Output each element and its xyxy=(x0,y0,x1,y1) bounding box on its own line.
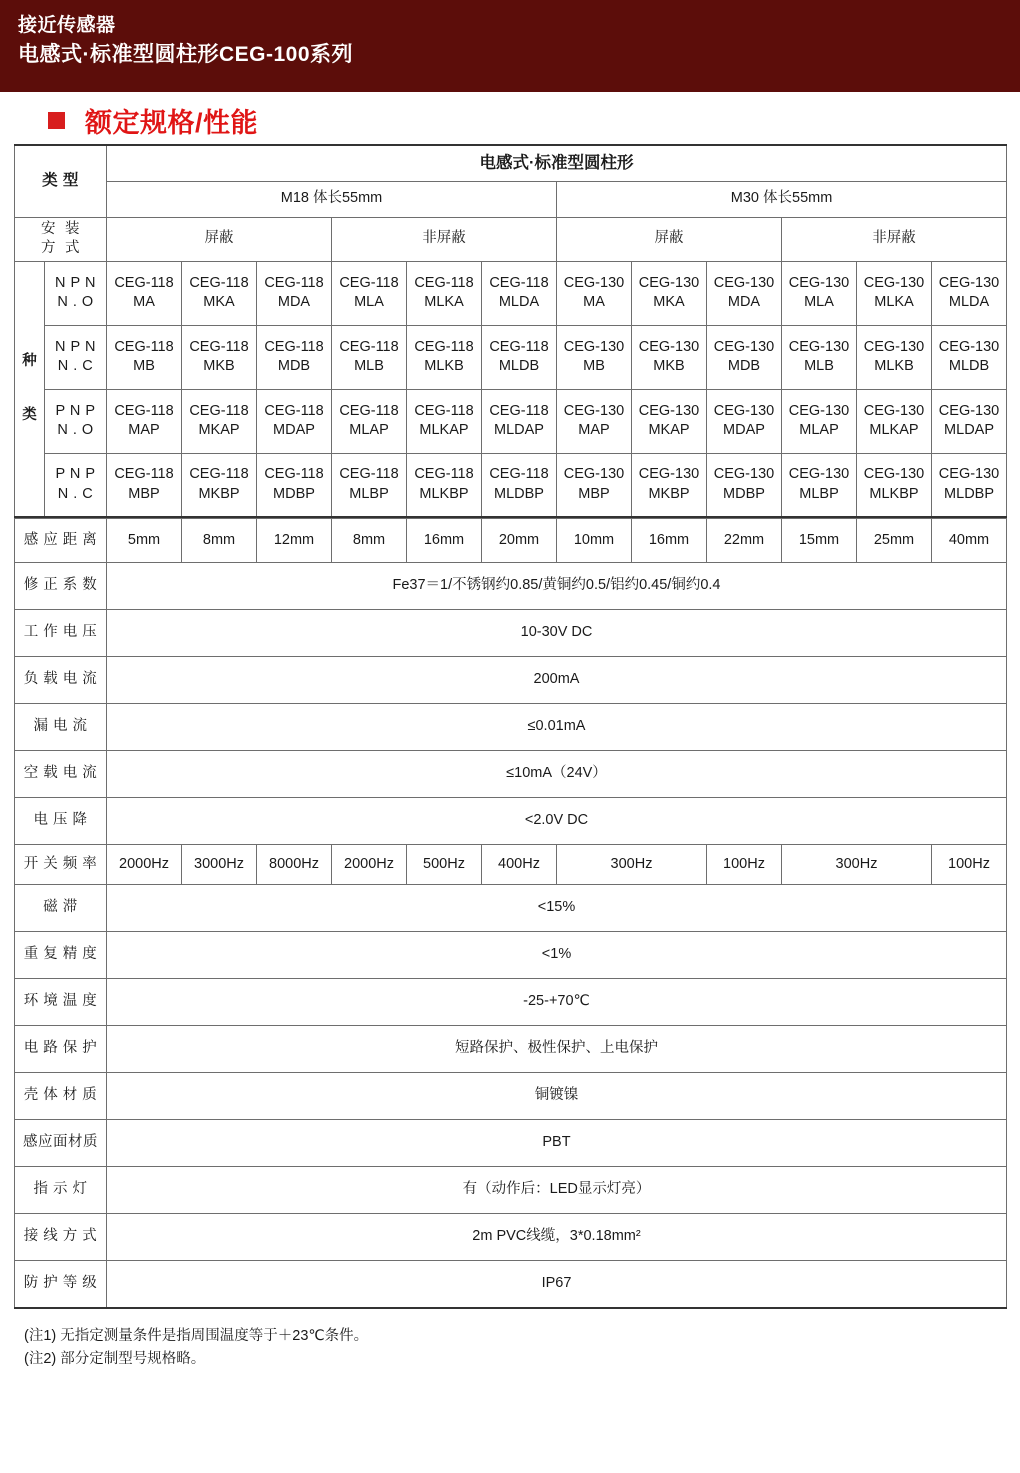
model-number-line: MLDB xyxy=(498,358,540,375)
output-type-label xyxy=(45,325,107,389)
row-label-spec: 环 境 温 度 xyxy=(15,979,107,1026)
spec-value: 200mA xyxy=(107,657,1007,704)
sensing-distance-value: 12mm xyxy=(257,519,332,563)
model-number-line: CEG-130 xyxy=(638,274,700,291)
spec-value: ≤10mA（24V） xyxy=(107,751,1007,798)
output-type-line1: P N P xyxy=(55,466,96,483)
sensing-distance-value: 8mm xyxy=(332,519,407,563)
sensing-distance-value: 15mm xyxy=(782,519,857,563)
model-number-line: CEG-130 xyxy=(863,338,925,355)
model-number-cell xyxy=(182,389,257,453)
output-type-label xyxy=(45,453,107,517)
table-row-spec xyxy=(15,1120,1007,1167)
model-number-line: CEG-130 xyxy=(938,466,1000,483)
model-number-cell xyxy=(782,453,857,517)
row-label-spec: 漏 电 流 xyxy=(15,704,107,751)
row-label-spec: 感应面材质 xyxy=(15,1120,107,1167)
model-number-line: CEG-130 xyxy=(713,402,775,419)
model-number-cell xyxy=(182,261,257,325)
model-number-line: CEG-130 xyxy=(713,338,775,355)
model-number-cell xyxy=(332,261,407,325)
model-number-line: MLDA xyxy=(948,294,990,311)
row-label-spec: 修 正 系 数 xyxy=(15,563,107,610)
model-number-line: CEG-130 xyxy=(638,466,700,483)
model-number-line: MLA xyxy=(804,294,834,311)
specifications-table xyxy=(14,144,1007,518)
model-number-line: MLA xyxy=(354,294,384,311)
model-number-cell xyxy=(557,389,632,453)
model-number-line: MA xyxy=(133,294,155,311)
model-number-line: MDAP xyxy=(723,422,765,439)
table-row-spec xyxy=(15,979,1007,1026)
sensing-distance-value: 10mm xyxy=(557,519,632,563)
header-cell-m30-unshielded: 非屏蔽 xyxy=(782,217,1007,261)
model-number-line: MLDB xyxy=(948,358,990,375)
output-type-line2: N . C xyxy=(57,358,94,375)
model-number-line: CEG-118 xyxy=(489,402,549,419)
model-number-line: MAP xyxy=(578,422,610,439)
model-number-cell xyxy=(107,389,182,453)
section-heading xyxy=(0,92,1020,144)
sensing-distance-value: 20mm xyxy=(482,519,557,563)
model-number-line: CEG-118 xyxy=(114,338,174,355)
model-number-line: CEG-130 xyxy=(863,402,925,419)
model-number-line: MLDA xyxy=(498,294,540,311)
model-number-line: CEG-118 xyxy=(414,466,474,483)
model-number-line: MLB xyxy=(804,358,834,375)
output-type-line1: N P N xyxy=(55,274,96,291)
model-number-line: CEG-118 xyxy=(339,402,399,419)
model-number-line: CEG-118 xyxy=(189,274,249,291)
model-number-line: CEG-130 xyxy=(563,402,625,419)
model-number-cell xyxy=(257,325,332,389)
model-number-line: CEG-130 xyxy=(938,338,1000,355)
kind-label-char1: 种 xyxy=(22,353,37,370)
output-type-line2: N . O xyxy=(57,294,94,311)
model-number-line: MKBP xyxy=(648,485,690,502)
model-number-line: CEG-130 xyxy=(938,402,1000,419)
model-number-line: MLBP xyxy=(349,485,389,502)
model-number-line: CEG-118 xyxy=(189,466,249,483)
page-header-banner xyxy=(0,0,1020,92)
model-number-cell xyxy=(932,389,1007,453)
model-number-line: MDAP xyxy=(273,422,315,439)
row-label-spec: 防 护 等 级 xyxy=(15,1261,107,1308)
model-number-cell xyxy=(482,325,557,389)
model-number-line: MKA xyxy=(203,294,235,311)
model-number-line: CEG-118 xyxy=(189,402,249,419)
header-cell-family: 电感式·标准型圆柱形 xyxy=(107,145,1007,181)
model-number-cell xyxy=(782,325,857,389)
model-number-line: CEG-130 xyxy=(638,402,700,419)
sensing-distance-value: 16mm xyxy=(632,519,707,563)
model-number-cell xyxy=(857,389,932,453)
switching-frequency-value: 3000Hz xyxy=(182,845,257,885)
header-cell-mounting xyxy=(15,217,107,261)
model-number-line: CEG-118 xyxy=(189,338,249,355)
output-type-label xyxy=(45,261,107,325)
table-row-spec xyxy=(15,798,1007,845)
table-row-spec xyxy=(15,563,1007,610)
model-number-line: MLDBP xyxy=(494,485,544,502)
model-number-cell xyxy=(407,325,482,389)
table-row-spec xyxy=(15,1167,1007,1214)
table-row-spec xyxy=(15,1073,1007,1120)
switching-frequency-value: 500Hz xyxy=(407,845,482,885)
header-cell-m30-shielded: 屏蔽 xyxy=(557,217,782,261)
model-number-line: CEG-130 xyxy=(788,402,850,419)
header-cell-kind xyxy=(15,261,45,517)
model-number-line: CEG-130 xyxy=(863,466,925,483)
row-label-spec: 工 作 电 压 xyxy=(15,610,107,657)
spec-value: 短路保护、极性保护、上电保护 xyxy=(107,1026,1007,1073)
table-row-spec xyxy=(15,1214,1007,1261)
switching-frequency-value: 100Hz xyxy=(932,845,1007,885)
model-number-cell xyxy=(707,389,782,453)
model-number-cell xyxy=(707,325,782,389)
row-label-spec: 重 复 精 度 xyxy=(15,932,107,979)
model-number-line: MKBP xyxy=(198,485,240,502)
model-number-line: CEG-130 xyxy=(713,274,775,291)
model-number-cell xyxy=(557,261,632,325)
model-number-line: MBP xyxy=(578,485,610,502)
table-row-spec xyxy=(15,1026,1007,1073)
model-number-line: CEG-118 xyxy=(264,402,324,419)
row-label-spec: 空 载 电 流 xyxy=(15,751,107,798)
sensing-distance-value: 5mm xyxy=(107,519,182,563)
page-title: 额定规格/性能 xyxy=(85,107,259,138)
model-number-cell xyxy=(482,261,557,325)
footnote-1: (注1) 无指定测量条件是指周围温度等于＋23℃条件。 xyxy=(24,1327,369,1344)
table-row-switching-frequency xyxy=(15,845,1007,885)
header-cell-type: 类 型 xyxy=(15,145,107,217)
row-label-switching-frequency: 开 关 频 率 xyxy=(15,845,107,885)
model-number-line: MLKBP xyxy=(419,485,469,502)
spec-value: 10-30V DC xyxy=(107,610,1007,657)
table-row-model xyxy=(15,261,1007,325)
model-number-line: MLDBP xyxy=(944,485,995,502)
switching-frequency-value: 300Hz xyxy=(782,845,932,885)
output-type-line2: N . C xyxy=(57,485,94,502)
table-row-spec xyxy=(15,885,1007,932)
model-number-cell xyxy=(857,325,932,389)
model-number-cell xyxy=(107,261,182,325)
model-number-line: CEG-130 xyxy=(563,338,625,355)
spec-value: 2m PVC线缆，3*0.18mm² xyxy=(107,1214,1007,1261)
row-label-spec: 电 路 保 护 xyxy=(15,1026,107,1073)
model-number-line: CEG-118 xyxy=(489,338,549,355)
model-number-line: MDA xyxy=(277,294,311,311)
model-number-line: CEG-118 xyxy=(489,274,549,291)
model-number-line: MLKAP xyxy=(869,422,919,439)
output-type-line2: N . O xyxy=(57,422,94,439)
model-number-line: MLKAP xyxy=(419,422,469,439)
table-row-mounting xyxy=(15,217,1007,261)
model-number-cell xyxy=(707,261,782,325)
model-number-line: CEG-118 xyxy=(489,466,549,483)
model-number-line: CEG-118 xyxy=(339,466,399,483)
table-row-family xyxy=(15,145,1007,181)
row-label-spec: 壳 体 材 质 xyxy=(15,1073,107,1120)
model-number-line: CEG-118 xyxy=(114,466,174,483)
model-number-line: MKB xyxy=(653,358,685,375)
model-number-cell xyxy=(932,261,1007,325)
table-row-spec xyxy=(15,932,1007,979)
switching-frequency-value: 2000Hz xyxy=(332,845,407,885)
mounting-label-line2: 方 式 xyxy=(40,240,81,257)
model-number-line: CEG-118 xyxy=(264,338,324,355)
model-number-cell xyxy=(932,453,1007,517)
spec-value: <15% xyxy=(107,885,1007,932)
mounting-label-line1: 安 装 xyxy=(40,220,81,237)
footnotes xyxy=(0,1309,1020,1372)
model-number-cell xyxy=(407,453,482,517)
row-label-spec: 接 线 方 式 xyxy=(15,1214,107,1261)
switching-frequency-value: 2000Hz xyxy=(107,845,182,885)
model-number-line: MKAP xyxy=(648,422,690,439)
table-row-sensing-distance xyxy=(15,519,1007,563)
header-cell-size-m18: M18 体长55mm xyxy=(107,181,557,217)
model-number-cell xyxy=(482,453,557,517)
row-label-spec: 磁 滞 xyxy=(15,885,107,932)
model-number-line: MLAP xyxy=(799,422,839,439)
banner-title-line1: 接近传感器 xyxy=(18,15,116,36)
model-number-line: MDA xyxy=(727,294,761,311)
model-number-line: MB xyxy=(583,358,605,375)
model-number-line: CEG-130 xyxy=(863,274,925,291)
model-number-line: MLKB xyxy=(874,358,914,375)
model-number-line: CEG-118 xyxy=(114,402,174,419)
spec-value: ≤0.01mA xyxy=(107,704,1007,751)
switching-frequency-value: 400Hz xyxy=(482,845,557,885)
switching-frequency-value: 300Hz xyxy=(557,845,707,885)
model-number-cell xyxy=(107,453,182,517)
model-number-cell xyxy=(257,261,332,325)
output-type-line1: N P N xyxy=(55,338,96,355)
spec-value: Fe37＝1/不锈钢约0.85/黄铜约0.5/铝约0.45/铜约0.4 xyxy=(107,563,1007,610)
model-number-line: MDBP xyxy=(723,485,765,502)
model-number-cell xyxy=(557,453,632,517)
model-number-cell xyxy=(332,453,407,517)
model-number-cell xyxy=(182,325,257,389)
model-number-line: CEG-118 xyxy=(414,274,474,291)
spec-table-container xyxy=(0,144,1020,1309)
output-type-line1: P N P xyxy=(55,402,96,419)
sensing-distance-value: 40mm xyxy=(932,519,1007,563)
spec-value: IP67 xyxy=(107,1261,1007,1308)
model-number-line: MB xyxy=(133,358,155,375)
model-number-line: MLKA xyxy=(424,294,464,311)
model-number-cell xyxy=(632,261,707,325)
sensing-distance-value: 16mm xyxy=(407,519,482,563)
model-number-cell xyxy=(632,453,707,517)
row-label-spec: 负 载 电 流 xyxy=(15,657,107,704)
model-number-line: MLAP xyxy=(349,422,389,439)
model-number-line: MLKA xyxy=(874,294,914,311)
model-number-cell xyxy=(857,261,932,325)
model-number-cell xyxy=(407,261,482,325)
model-number-line: CEG-130 xyxy=(788,338,850,355)
model-number-cell xyxy=(407,389,482,453)
model-number-line: MKAP xyxy=(198,422,240,439)
model-number-line: MKB xyxy=(203,358,235,375)
switching-frequency-value: 100Hz xyxy=(707,845,782,885)
model-number-line: MA xyxy=(583,294,605,311)
model-number-line: CEG-118 xyxy=(414,338,474,355)
row-label-sensing-distance: 感 应 距 离 xyxy=(15,519,107,563)
model-number-line: CEG-118 xyxy=(264,274,324,291)
table-row-spec xyxy=(15,1261,1007,1308)
model-number-line: MLDAP xyxy=(944,422,995,439)
model-number-cell xyxy=(482,389,557,453)
model-number-cell xyxy=(632,389,707,453)
model-number-cell xyxy=(557,325,632,389)
spec-value: PBT xyxy=(107,1120,1007,1167)
table-row-spec xyxy=(15,610,1007,657)
table-row-spec xyxy=(15,704,1007,751)
model-number-line: MBP xyxy=(128,485,160,502)
model-number-line: MLBP xyxy=(799,485,839,502)
model-number-cell xyxy=(782,261,857,325)
model-number-line: CEG-130 xyxy=(563,274,625,291)
model-number-cell xyxy=(857,453,932,517)
model-number-line: MDB xyxy=(277,358,311,375)
model-number-line: MLKB xyxy=(424,358,464,375)
model-number-cell xyxy=(632,325,707,389)
spec-value: <1% xyxy=(107,932,1007,979)
sensing-distance-value: 22mm xyxy=(707,519,782,563)
spec-value: <2.0V DC xyxy=(107,798,1007,845)
table-row-size-groups xyxy=(15,181,1007,217)
model-number-cell xyxy=(107,325,182,389)
model-number-line: CEG-118 xyxy=(339,274,399,291)
model-number-line: CEG-130 xyxy=(788,274,850,291)
model-number-cell xyxy=(332,389,407,453)
model-number-line: CEG-118 xyxy=(414,402,474,419)
table-row-model xyxy=(15,325,1007,389)
footnote-2: (注2) 部分定制型号规格略。 xyxy=(24,1351,206,1368)
row-label-spec: 指 示 灯 xyxy=(15,1167,107,1214)
switching-frequency-value: 8000Hz xyxy=(257,845,332,885)
sensing-distance-value: 25mm xyxy=(857,519,932,563)
specifications-table-lower xyxy=(14,518,1007,1309)
model-number-cell xyxy=(707,453,782,517)
model-number-cell xyxy=(932,325,1007,389)
model-number-line: MLDAP xyxy=(494,422,544,439)
model-number-line: CEG-118 xyxy=(264,466,324,483)
model-number-line: CEG-130 xyxy=(563,466,625,483)
model-number-cell xyxy=(182,453,257,517)
spec-value: 铜镀镍 xyxy=(107,1073,1007,1120)
header-cell-size-m30: M30 体长55mm xyxy=(557,181,1007,217)
square-bullet-icon xyxy=(48,112,65,129)
row-label-spec: 电 压 降 xyxy=(15,798,107,845)
model-number-line: CEG-118 xyxy=(339,338,399,355)
table-row-model xyxy=(15,453,1007,517)
header-cell-m18-shielded: 屏蔽 xyxy=(107,217,332,261)
table-row-model xyxy=(15,389,1007,453)
model-number-cell xyxy=(257,453,332,517)
model-number-line: CEG-130 xyxy=(938,274,1000,291)
kind-label-char2: 类 xyxy=(22,406,37,423)
sensing-distance-value: 8mm xyxy=(182,519,257,563)
model-number-line: CEG-130 xyxy=(713,466,775,483)
model-number-cell xyxy=(257,389,332,453)
model-number-cell xyxy=(782,389,857,453)
model-number-line: MDBP xyxy=(273,485,315,502)
model-number-line: CEG-130 xyxy=(638,338,700,355)
model-number-line: MDB xyxy=(727,358,761,375)
model-number-line: MLKBP xyxy=(869,485,919,502)
model-number-line: MKA xyxy=(653,294,685,311)
spec-value: 有（动作后：LED显示灯亮） xyxy=(107,1167,1007,1214)
banner-title-line2: 电感式·标准型圆柱形CEG-100系列 xyxy=(18,42,354,66)
model-number-cell xyxy=(332,325,407,389)
model-number-line: CEG-118 xyxy=(114,274,174,291)
model-number-line: CEG-130 xyxy=(788,466,850,483)
output-type-label xyxy=(45,389,107,453)
model-number-line: MLB xyxy=(354,358,384,375)
header-cell-m18-unshielded: 非屏蔽 xyxy=(332,217,557,261)
model-number-line: MAP xyxy=(128,422,160,439)
table-row-spec xyxy=(15,657,1007,704)
table-row-spec xyxy=(15,751,1007,798)
spec-value: -25-+70℃ xyxy=(107,979,1007,1026)
